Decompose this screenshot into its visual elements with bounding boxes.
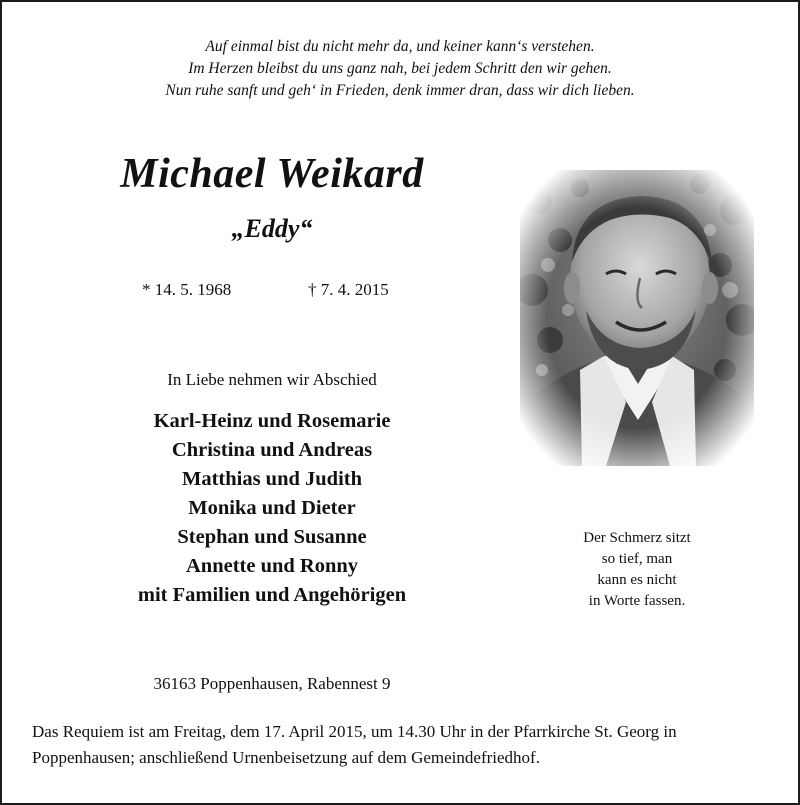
quote-line: Der Schmerz sitzt [583,530,691,546]
mourners-list [44,407,500,610]
mourner-entry: Christina und Andreas [171,439,373,461]
mourner-entry: Annette und Ronny [185,555,359,577]
mourner-entry: Monika und Dieter [188,497,356,519]
mourner-entry: mit Familien und Angehörigen [137,584,407,606]
address: 36163 Poppenhausen, Rabennest 9 [153,674,391,693]
quote-line: kann es nicht [597,572,677,588]
mourner-entry: Karl-Heinz und Rosemarie [153,410,391,432]
deceased-name: Michael Weikard [120,151,424,197]
mourner-entry: Stephan und Susanne [177,526,367,548]
deceased-nickname: „Eddy“ [231,214,313,243]
poem-line: Nun ruhe sanft und geh‘ in Frieden, denk immer dran, dass wir dich lieben. [165,82,635,99]
requiem-text: Das Requiem ist am Freitag, dem 17. April 2015, um 14.30 Uhr in der Pfarrkirche St. Georg in Poppenhausen; anschließend Urnenbeisetzung auf dem Gemeindefriedhof. [32,722,677,767]
portrait-photo [520,170,754,466]
quote [542,528,732,612]
quote-line: in Worte fassen. [588,593,686,609]
poem [2,36,798,102]
portrait-image [520,170,754,466]
poem-line: Im Herzen bleibst du uns ganz nah, bei jedem Schritt den wir gehen. [188,60,612,77]
death-date: † 7. 4. 2015 [308,280,389,299]
quote-line: so tief, man [601,551,673,567]
birth-date: * 14. 5. 1968 [142,280,232,299]
mourner-entry: Matthias und Judith [181,468,362,490]
farewell-line: In Liebe nehmen wir Abschied [167,370,377,389]
poem-line: Auf einmal bist du nicht mehr da, und keiner kann‘s verstehen. [205,38,595,55]
